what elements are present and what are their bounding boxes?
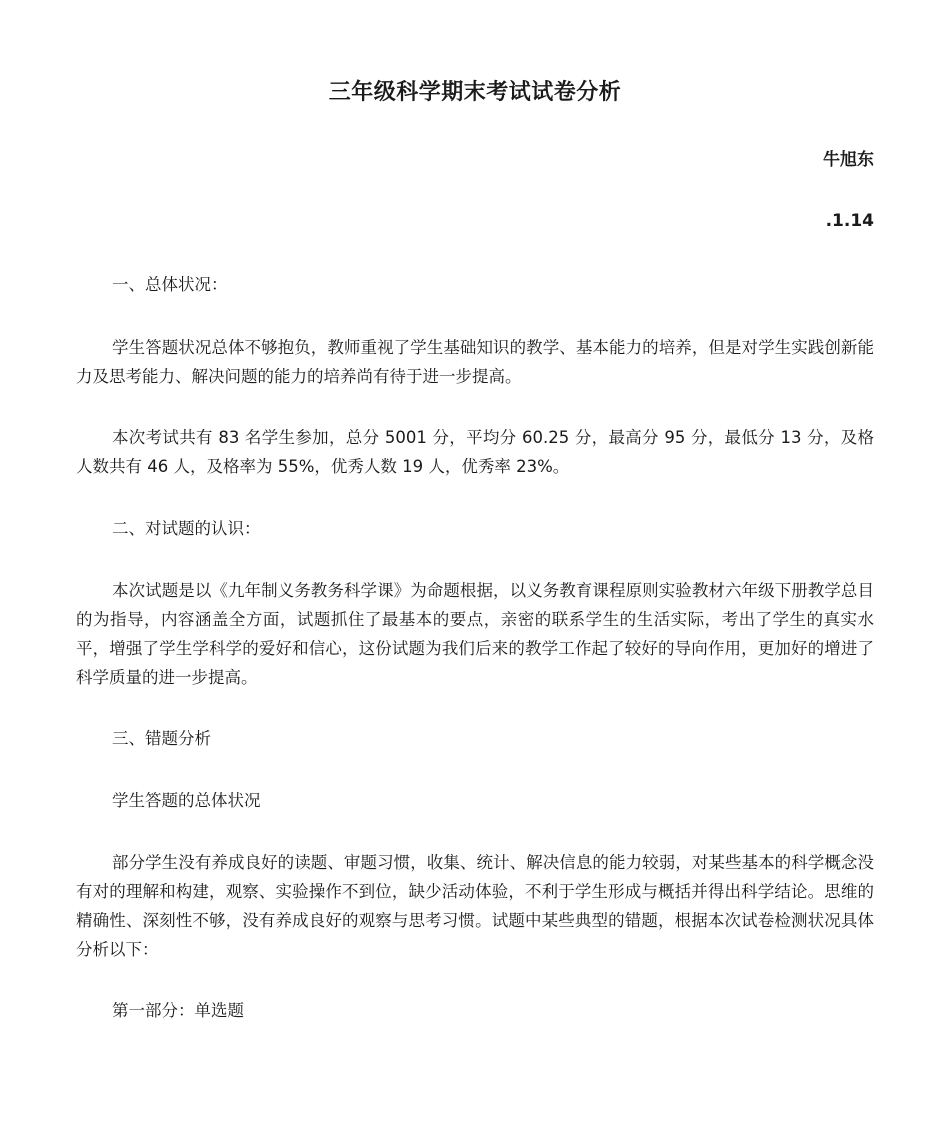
section-heading-error-analysis: 三、错题分析 bbox=[112, 729, 211, 748]
author-name: 牛旭东 bbox=[823, 150, 874, 170]
section-heading-test-understanding: 二、对试题的认识： bbox=[112, 519, 261, 538]
subheading-overall-answers: 学生答题的总体状况 bbox=[112, 791, 261, 810]
paragraph-test-understanding: 本次试题是以《九年制义务教务科学课》为命题根据，以义务教育课程原则实验教材六年级下册教学总目的为指导，内容涵盖全方面，试题抓住了最基本的要点，亲密的联系学生的生活实际，考出了学生的真实水平，增强了学生学科学的爱好和信心，这份试题为我们后来的教学工作起了较好的导向作用，更加好的增进了科学质量的进一步提高。 bbox=[76, 581, 874, 687]
document-title: 三年级科学期末考试试卷分析 bbox=[328, 80, 622, 105]
paragraph-exam-statistics: 本次考试共有 83 名学生参加，总分 5001 分，平均分 60.25 分，最高分 95 分，最低分 13 分，及格人数共有 46 人，及格率为 55%，优秀人数 19 人，优秀率 23%。 bbox=[76, 428, 874, 476]
subheading-single-choice: 第一部分：单选题 bbox=[112, 1001, 244, 1020]
section-heading-overall: 一、总体状况： bbox=[112, 275, 228, 294]
paragraph-overall-status: 学生答题状况总体不够抱负，教师重视了学生基础知识的教学、基本能力的培养，但是对学生实践创新能力及思考能力、解决问题的能力的培养尚有待于进一步提高。 bbox=[76, 338, 874, 386]
paragraph-answer-analysis: 部分学生没有养成良好的读题、审题习惯，收集、统计、解决信息的能力较弱，对某些基本的科学概念没有对的理解和构建，观察、实验操作不到位，缺少活动体验，不利于学生形成与概括并得出科学结论。思维的精确性、深刻性不够，没有养成良好的观察与思考习惯。试题中某些典型的错题，根据本次试卷检测状况具体分析以下： bbox=[76, 853, 874, 959]
document-date: .1.14 bbox=[825, 211, 874, 231]
